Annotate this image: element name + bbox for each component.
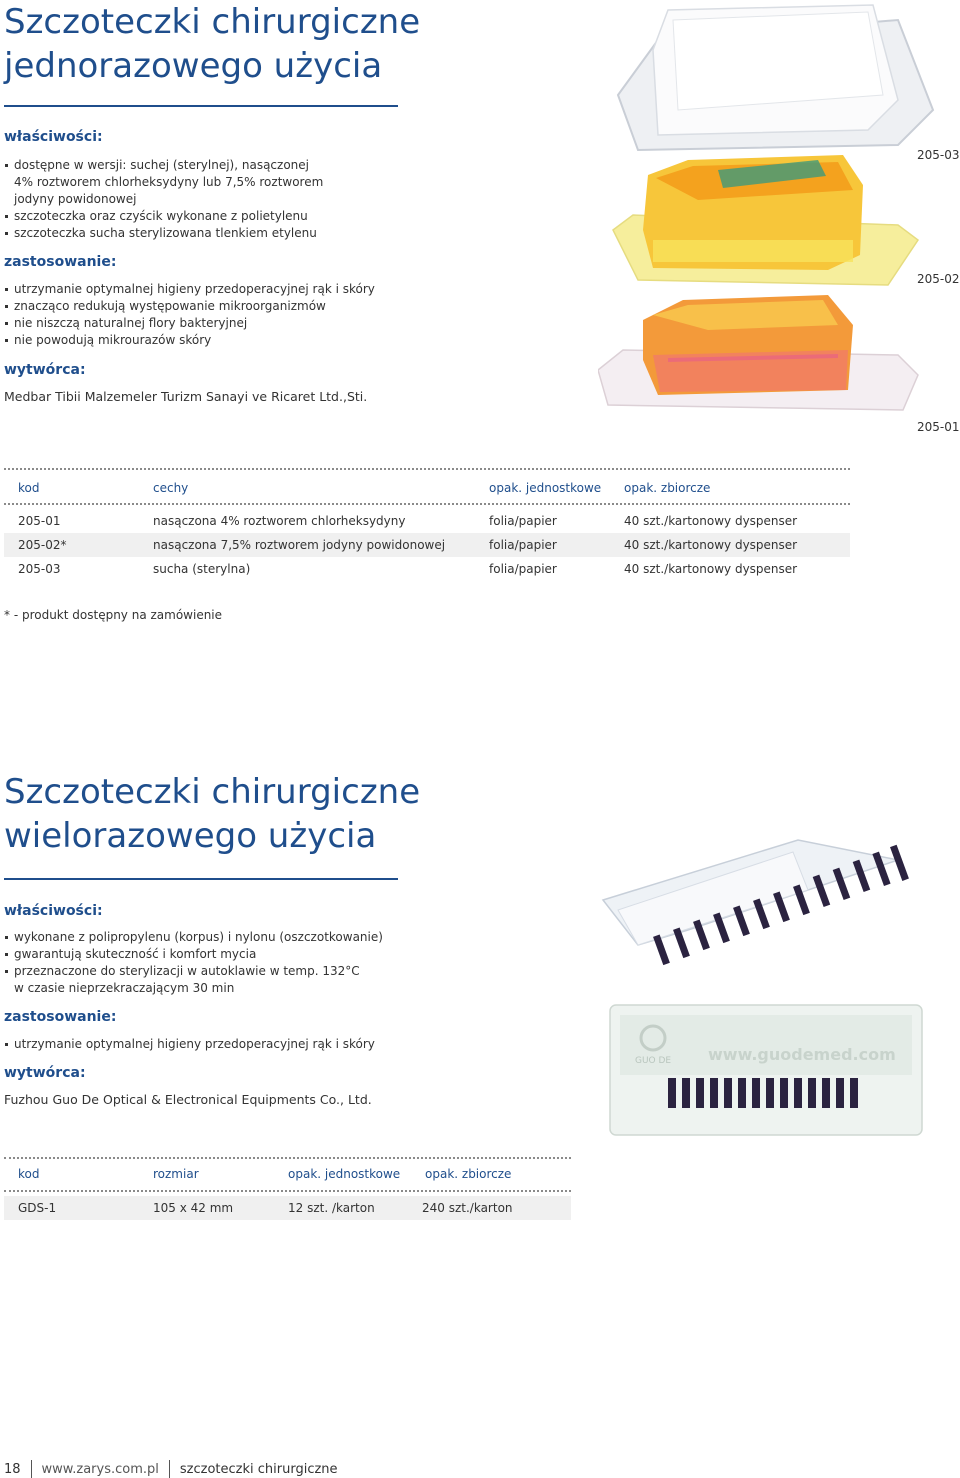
footer-separator xyxy=(169,1460,170,1478)
table1-header-bulk-pack: opak. zbiorcze xyxy=(624,481,711,495)
section1-maker-heading: wytwórca: xyxy=(4,362,86,378)
table-cell: 40 szt./kartonowy dyspenser xyxy=(624,514,798,528)
table1 xyxy=(4,476,850,500)
list-item: jodyny powidonowej xyxy=(14,192,137,206)
table2-header-divider xyxy=(4,1190,571,1192)
reusable-brush-top-image xyxy=(603,840,909,965)
table-cell: GDS-1 xyxy=(18,1201,57,1215)
table1-top-divider xyxy=(4,468,850,470)
section1-title-line2: jednorazowego użycia xyxy=(4,46,383,86)
table2-body xyxy=(4,1196,571,1220)
page-footer xyxy=(4,1460,338,1478)
table2-header-row xyxy=(4,1162,571,1186)
list-item: nie powodują mikrourazów skóry xyxy=(4,332,375,349)
table-cell: 205-03 xyxy=(18,562,61,576)
table2-header-size: rozmiar xyxy=(153,1167,199,1181)
list-item: gwarantują skuteczność i komfort mycia xyxy=(4,946,383,963)
table-cell: 240 szt./karton xyxy=(422,1201,513,1215)
section2-properties-list xyxy=(4,929,383,997)
brush-embossed-url: www.guodemed.com xyxy=(708,1045,896,1064)
section1-title xyxy=(4,0,420,88)
table-cell: nasączona 4% roztworem chlorheksydyny xyxy=(153,514,406,528)
list-item: utrzymanie optymalnej higieny przedoperacyjnej rąk i skóry xyxy=(4,1036,375,1053)
list-item: przeznaczone do sterylizacji w autoklawie w temp. 132°C xyxy=(4,963,383,980)
table1-header-divider xyxy=(4,503,850,505)
table-cell: 205-02* xyxy=(18,538,67,552)
table-cell: 105 x 42 mm xyxy=(153,1201,234,1215)
image-label-205-02: 205-02 xyxy=(917,272,960,286)
order-note: * - produkt dostępny na zamówienie xyxy=(4,608,223,622)
section1-usage-heading: zastosowanie: xyxy=(4,254,117,270)
section2-title-line2: wielorazowego użycia xyxy=(4,816,377,856)
table-cell: 12 szt. /karton xyxy=(288,1201,375,1215)
table2-header-unit-pack: opak. jednostkowe xyxy=(288,1167,401,1181)
section2-title-rule xyxy=(4,878,398,880)
table-cell: nasączona 7,5% roztworem jodyny powidonowej xyxy=(153,538,446,552)
section2-usage-list xyxy=(4,1036,375,1053)
section2-maker-heading: wytwórca: xyxy=(4,1065,86,1081)
table1-header-cechy: cechy xyxy=(153,481,189,495)
section1-title-line1: Szczoteczki chirurgiczne xyxy=(4,2,421,42)
image-label-205-03: 205-03 xyxy=(917,148,960,162)
table-row xyxy=(4,509,850,533)
table-cell: sucha (sterylna) xyxy=(153,562,251,576)
list-item: szczoteczka oraz czyścik wykonane z polietylenu xyxy=(4,208,323,225)
brush-logo-text: GUO DE xyxy=(635,1056,672,1066)
list-item: szczoteczka sucha sterylizowana tlenkiem etylenu xyxy=(4,225,323,242)
section1-title-rule xyxy=(4,105,398,107)
table-cell: folia/papier xyxy=(489,514,557,528)
table2-header-bulk-pack: opak. zbiorcze xyxy=(425,1167,512,1181)
table1-header-row xyxy=(4,476,850,500)
table1-header-kod: kod xyxy=(18,481,40,495)
image-label-205-01: 205-01 xyxy=(917,420,960,434)
footer-section-name: szczoteczki chirurgiczne xyxy=(179,1461,338,1477)
table-cell: 40 szt./kartonowy dyspenser xyxy=(624,562,798,576)
sponge-brush-205-01-image xyxy=(598,295,918,410)
list-item: utrzymanie optymalnej higieny przedoperacyjnej rąk i skóry xyxy=(4,281,375,298)
table-cell: 40 szt./kartonowy dyspenser xyxy=(624,538,798,552)
list-item: znacząco redukują występowanie mikroorganizmów xyxy=(4,298,375,315)
table1-header-unit-pack: opak. jednostkowe xyxy=(489,481,602,495)
sponge-brush-205-03-image xyxy=(618,5,933,150)
list-item: wykonane z polipropylenu (korpus) i nylonu (oszczotkowanie) xyxy=(4,929,383,946)
table-row xyxy=(4,533,850,557)
reusable-brush-bottom-image xyxy=(610,1005,922,1135)
sponge-brush-205-02-image xyxy=(613,155,918,285)
page-number: 18 xyxy=(4,1461,21,1477)
table1-body xyxy=(4,509,850,581)
table-cell: folia/papier xyxy=(489,538,557,552)
table-cell: folia/papier xyxy=(489,562,557,576)
section2-title-line1: Szczoteczki chirurgiczne xyxy=(4,772,421,812)
table2-top-divider xyxy=(4,1157,571,1159)
section1-usage-list xyxy=(4,281,375,349)
section1-properties-heading: właściwości: xyxy=(4,129,103,145)
section2-properties-heading: właściwości: xyxy=(4,903,103,919)
section2-maker-name: Fuzhou Guo De Optical & Electronical Equipments Co., Ltd. xyxy=(4,1092,372,1107)
table-row xyxy=(4,557,850,581)
section2-title xyxy=(4,770,420,858)
section1-properties-list xyxy=(4,157,323,242)
reusable-brush-images xyxy=(598,820,928,1140)
footer-separator xyxy=(31,1460,32,1478)
table-cell: 205-01 xyxy=(18,514,61,528)
table2-header-kod: kod xyxy=(18,1167,40,1181)
list-item: dostępne w wersji: suchej (sterylnej), nasączonej xyxy=(4,157,323,174)
footer-website-link[interactable]: www.zarys.com.pl xyxy=(41,1461,159,1477)
list-item: w czasie nieprzekraczającym 30 min xyxy=(14,981,235,995)
list-item: 4% roztworem chlorheksydyny lub 7,5% roztworem xyxy=(14,175,324,189)
list-item: nie niszczą naturalnej flory bakteryjnej xyxy=(4,315,375,332)
section1-maker-name: Medbar Tibii Malzemeler Turizm Sanayi ve Ricaret Ltd.,Sti. xyxy=(4,389,368,404)
section2-usage-heading: zastosowanie: xyxy=(4,1009,117,1025)
sponge-brush-images xyxy=(598,0,960,420)
table2 xyxy=(4,1162,571,1186)
table-row xyxy=(4,1196,571,1220)
